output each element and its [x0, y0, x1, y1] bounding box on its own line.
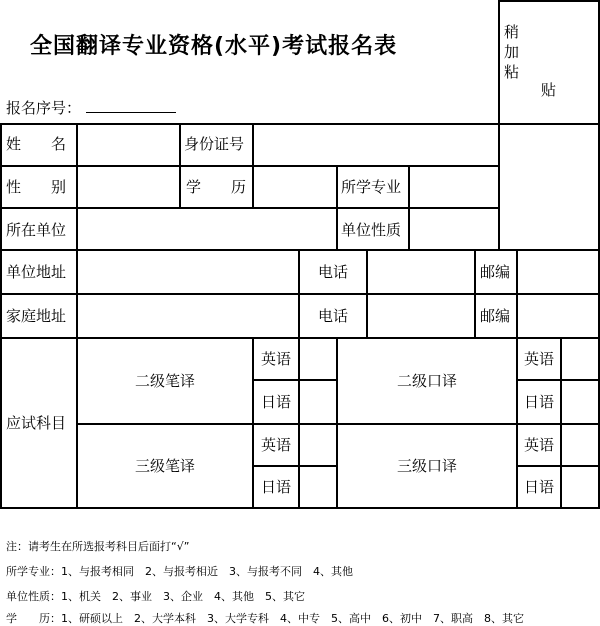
- level2-oral-japanese-checkbox[interactable]: [560, 379, 600, 425]
- level3-written-japanese-checkbox[interactable]: [298, 465, 338, 509]
- postcode1-label: 邮编: [480, 263, 511, 281]
- note-education-options: 学 历：1、研硕以上 2、大学本科 3、大学专科 4、中专 5、高中 6、初中 7、职高 8、其它: [6, 612, 524, 625]
- gender-label: 性 别: [6, 178, 67, 196]
- level3-oral-english-checkbox[interactable]: [560, 423, 600, 467]
- photo-label-4: 贴: [541, 81, 557, 99]
- level3-oral-english-label: 英语: [524, 436, 555, 454]
- level2-oral-english-label: 英语: [524, 350, 555, 368]
- photo-box-lower: [498, 123, 600, 253]
- note-major-options: 所学专业：1、与报考相同 2、与报考相近 3、与报考不同 4、其他: [6, 565, 353, 578]
- employer-address-field[interactable]: [76, 249, 300, 295]
- home-address-label: 家庭地址: [6, 307, 67, 325]
- serial-number-label: 报名序号：: [6, 99, 82, 117]
- level3-oral-label: 三级口译: [396, 457, 457, 475]
- major-label: 所学专业: [341, 178, 402, 196]
- home-address-field[interactable]: [76, 293, 300, 339]
- note-instruction: 注：请考生在所选报考科目后面打“√”: [6, 540, 190, 553]
- id-number-label: 身份证号: [184, 135, 245, 153]
- level2-written-english-checkbox[interactable]: [298, 337, 338, 381]
- level3-written-english-label: 英语: [261, 436, 292, 454]
- employer-address-label: 单位地址: [6, 263, 67, 281]
- major-field[interactable]: [408, 165, 500, 209]
- level3-oral-japanese-checkbox[interactable]: [560, 465, 600, 509]
- employer-type-label: 单位性质: [341, 221, 402, 239]
- employer-field[interactable]: [76, 207, 338, 251]
- level2-written-english-label: 英语: [261, 350, 292, 368]
- postcode1-field[interactable]: [516, 249, 600, 295]
- phone2-label: 电话: [318, 307, 349, 325]
- note-employer-type-options: 单位性质：1、机关 2、事业 3、企业 4、其他 5、其它: [6, 590, 305, 603]
- education-label: 学 历: [186, 178, 247, 196]
- level2-oral-english-checkbox[interactable]: [560, 337, 600, 381]
- phone1-field[interactable]: [366, 249, 476, 295]
- name-field[interactable]: [76, 123, 181, 167]
- level2-written-label: 二级笔译: [134, 372, 195, 390]
- form-title: 全国翻译专业资格(水平)考试报名表: [30, 34, 398, 59]
- serial-number-field[interactable]: [86, 112, 176, 113]
- subjects-label: 应试科目: [6, 414, 67, 432]
- postcode2-label: 邮编: [480, 307, 511, 325]
- name-label: 姓 名: [6, 135, 67, 153]
- postcode2-field[interactable]: [516, 293, 600, 339]
- level2-written-japanese-label: 日语: [261, 393, 292, 411]
- level3-written-japanese-label: 日语: [261, 478, 292, 496]
- photo-label-2: 加: [504, 43, 520, 61]
- employer-type-field[interactable]: [408, 207, 500, 251]
- photo-label-3: 粘: [504, 63, 520, 81]
- level2-oral-label: 二级口译: [396, 372, 457, 390]
- phone1-label: 电话: [318, 263, 349, 281]
- employer-label: 所在单位: [6, 221, 67, 239]
- level3-oral-japanese-label: 日语: [524, 478, 555, 496]
- level2-written-japanese-checkbox[interactable]: [298, 379, 338, 425]
- education-field[interactable]: [252, 165, 338, 209]
- id-number-field[interactable]: [252, 123, 500, 167]
- phone2-field[interactable]: [366, 293, 476, 339]
- photo-label-1: 稍: [504, 23, 520, 41]
- level3-written-english-checkbox[interactable]: [298, 423, 338, 467]
- gender-field[interactable]: [76, 165, 181, 209]
- level3-written-label: 三级笔译: [134, 457, 195, 475]
- level2-oral-japanese-label: 日语: [524, 393, 555, 411]
